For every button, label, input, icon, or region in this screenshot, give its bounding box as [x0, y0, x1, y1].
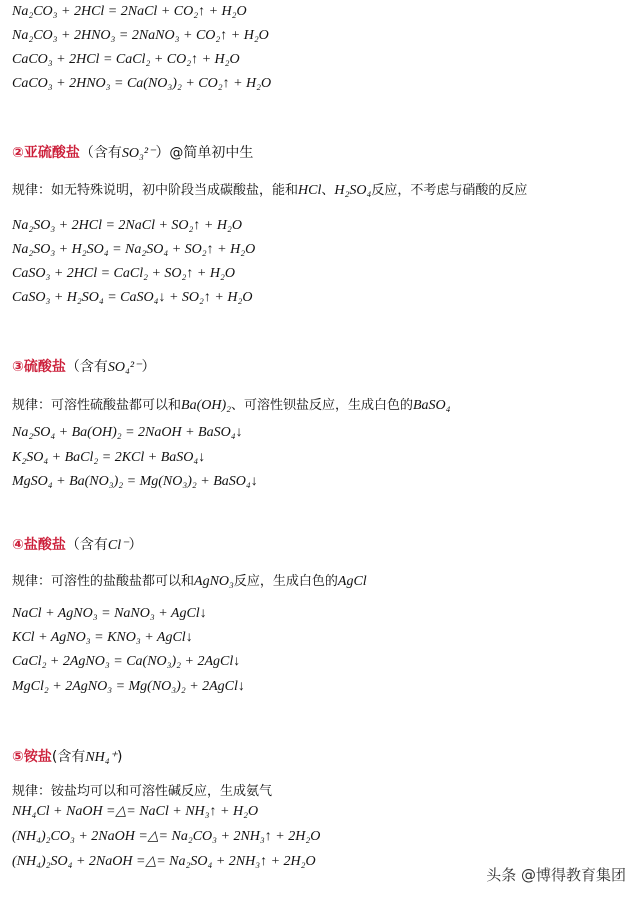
- rule-text: 规律：铵盐均可以和可溶性碱反应，生成氨气: [12, 784, 273, 799]
- section-paren-open: （含有: [65, 537, 108, 553]
- equation: CaCO₃ + 2HCl = CaCl₂ + CO₂↑ + H₂O: [12, 52, 240, 67]
- section-heading-sulfite: [12, 142, 253, 162]
- section-heading-sulfate: [12, 356, 155, 376]
- equation: MgSO₄ + Ba(NO₃)₂ = Mg(NO₃)₂ + BaSO₄↓: [12, 474, 258, 489]
- equation: Na₂CO₃ + 2HCl = 2NaCl + CO₂↑ + H₂O: [12, 4, 247, 19]
- section-paren-open: （含有: [65, 359, 108, 375]
- rule-text: [12, 394, 451, 414]
- section-title: ④盐酸盐: [12, 537, 66, 553]
- equation: CaCl₂ + 2AgNO₃ = Ca(NO₃)₂ + 2AgCl↓: [12, 654, 241, 669]
- equation: Na₂SO₃ + 2HCl = 2NaCl + SO₂↑ + H₂O: [12, 218, 242, 233]
- equation: Na₂SO₄ + Ba(OH)₂ = 2NaOH + BaSO₄↓: [12, 425, 243, 440]
- equation: K₂SO₄ + BaCl₂ = 2KCl + BaSO₄↓: [12, 450, 206, 465]
- equation: Na₂CO₃ + 2HNO₃ = 2NaNO₃ + CO₂↑ + H₂O: [12, 28, 269, 43]
- section-paren-close: ）: [141, 359, 156, 375]
- rule-text: [12, 570, 367, 590]
- equation: CaSO₃ + H₂SO₄ = CaSO₄↓ + SO₂↑ + H₂O: [12, 290, 253, 305]
- rule-part: 规律：可溶性硫酸盐都可以和: [12, 398, 182, 413]
- section-heading-ammonium: [12, 746, 123, 766]
- equation: Na₂SO₃ + H₂SO₄ = Na₂SO₄ + SO₂↑ + H₂O: [12, 242, 256, 257]
- section-heading-chloride: [12, 534, 142, 554]
- rule-part: 反应，生成白色的: [233, 574, 338, 589]
- ion-formula: NH₄⁺: [85, 750, 118, 765]
- equation: CaCO₃ + 2HNO₃ = Ca(NO₃)₂ + CO₂↑ + H₂O: [12, 76, 272, 91]
- section-title: ③硫酸盐: [12, 359, 66, 375]
- equation: NaCl + AgNO₃ = NaNO₃ + AgCl↓: [12, 606, 207, 621]
- rule-formula: H₂SO₄: [334, 183, 372, 198]
- rule-formula: AgCl: [337, 574, 367, 589]
- section-paren-close: ): [117, 749, 123, 765]
- section-paren-open: (含有: [51, 749, 86, 765]
- rule-formula: BaSO₄: [413, 398, 451, 413]
- equation: (NH₄)₂CO₃ + 2NaOH =△= Na₂CO₃ + 2NH₃↑ + 2H₂O: [12, 829, 321, 844]
- ion-formula: SO₄²⁻: [107, 360, 142, 375]
- equation: MgCl₂ + 2AgNO₃ = Mg(NO₃)₂ + 2AgCl↓: [12, 679, 245, 694]
- equation: CaSO₃ + 2HCl = CaCl₂ + SO₂↑ + H₂O: [12, 266, 235, 281]
- rule-part: 规律：可溶性的盐酸盐都可以和: [12, 574, 195, 589]
- equation: (NH₄)₂SO₄ + 2NaOH =△= Na₂SO₄ + 2NH₃↑ + 2H₂O: [12, 854, 316, 869]
- rule-formula: HCl: [298, 183, 322, 198]
- section-paren-open: （含有: [79, 145, 122, 161]
- rule-part: 反应，不考虑与硝酸的反应: [371, 183, 528, 198]
- section-title: ⑤铵盐: [12, 749, 52, 765]
- section-title: ②亚硫酸盐: [12, 145, 80, 161]
- rule-part: 、可溶性钡盐反应，生成白色的: [230, 398, 413, 413]
- rule-part: 规律：如无特殊说明，初中阶段当成碳酸盐，能和: [12, 183, 299, 198]
- equation: KCl + AgNO₃ = KNO₃ + AgCl↓: [12, 630, 193, 645]
- section-paren-close: ）: [128, 537, 143, 553]
- rule-part: 、: [321, 183, 335, 198]
- rule-text: [12, 179, 527, 199]
- section-paren-close: ）@简单初中生: [155, 145, 254, 161]
- rule-formula: Ba(OH)₂: [181, 398, 231, 413]
- watermark: 头条 @博得教育集团: [486, 866, 626, 884]
- ion-formula: Cl⁻: [107, 538, 129, 553]
- equation: NH₄Cl + NaOH =△= NaCl + NH₃↑ + H₂O: [12, 804, 259, 819]
- rule-formula: AgNO₃: [194, 574, 234, 589]
- ion-formula: SO₃²⁻: [121, 146, 156, 161]
